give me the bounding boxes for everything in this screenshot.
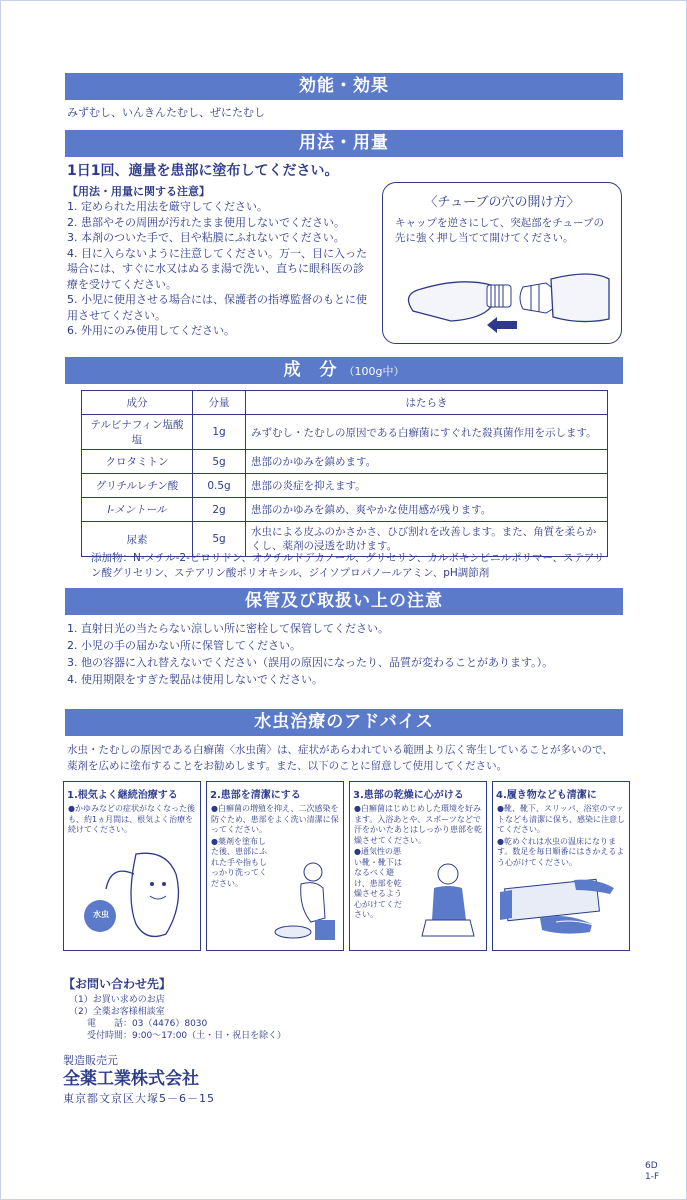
- advice-panel-1: [63, 781, 201, 951]
- additives-text: 添加物：N-メチル-2-ピロリドン、オクチルドデカノール、グリセリン、カルボキシビニルポリマー、ステアリン酸グリセリン、ステアリン酸ポリオキシル、ジイソプロパノールアミン、pH調節剤: [91, 552, 605, 579]
- storage-list: [67, 620, 623, 688]
- ingredient-amount: 5g: [193, 522, 246, 557]
- ingredient-effect: 患部のかゆみを鎮めます。: [246, 450, 608, 474]
- ingredient-effect: みずむし・たむしの原因である白癬菌にすぐれた殺真菌作用を示します。: [246, 415, 608, 450]
- table-row: [82, 498, 608, 522]
- usage-note: 3. 本剤のついた手で、目や粘膜にふれないでください。: [67, 231, 345, 244]
- panel-item: ●白癬菌の増殖を抑え、二次感染を防ぐため、患部をよく洗い清潔に保ってください。: [211, 804, 339, 834]
- washing-feet-illustration-icon: [271, 858, 341, 948]
- storage-heading: 保管及び取扱い上の注意: [65, 588, 623, 615]
- table-header: 分量: [193, 391, 246, 415]
- table-header: はたらき: [246, 391, 608, 415]
- panel-title: 3.患部の乾燥に心がける: [353, 790, 464, 801]
- ingredient-amount: 5g: [193, 450, 246, 474]
- advice-panel-2: [206, 781, 344, 951]
- advice-heading: 水虫治療のアドバイス: [65, 709, 623, 736]
- usage-notes-list: [67, 199, 373, 339]
- ingredients-table: [81, 390, 608, 557]
- ingredient-amount: 2g: [193, 498, 246, 522]
- usage-note: 2. 患部やその周囲が汚れたまま使用しないでください。: [67, 215, 345, 229]
- print-code-line: 1-F: [645, 1172, 660, 1182]
- usage-notes-title: 【用法・用量に関する注意】: [67, 185, 210, 198]
- table-row: [82, 450, 608, 474]
- panel-title: 4.履き物なども清潔に: [496, 790, 597, 801]
- table-row: [82, 474, 608, 498]
- print-code: [645, 1161, 659, 1183]
- efficacy-heading: 効能・効果: [65, 73, 623, 100]
- table-header: 成分: [82, 391, 193, 415]
- panel-item: ●白癬菌はじめじめした環境を好みます。入浴あとや、スポーツなどで汗をかいたあとはしっかり患部を乾燥させてください。: [354, 804, 482, 845]
- panel-title: 1.根気よく継続治療する: [67, 790, 178, 801]
- table-row: [82, 415, 608, 450]
- ingredient-name: 尿素: [82, 522, 193, 557]
- contact-line: 受付時間：9:00～17:00（土・日・祝日を除く）: [69, 1031, 287, 1041]
- tube-text: キャップを逆さにして、突起部をチューブの先に強く押し当てて開けてください。: [395, 217, 604, 244]
- ingredient-name: グリチルレチン酸: [82, 474, 193, 498]
- foot-illustration-icon: [66, 844, 196, 944]
- shoes-illustration-icon: [496, 878, 626, 948]
- advice-panel-4: [492, 781, 630, 951]
- advice-panel-3: [349, 781, 487, 951]
- ingredient-amount: 0.5g: [193, 474, 246, 498]
- ingredient-name: テルビナフィン塩酸塩: [82, 415, 193, 450]
- usage-note: 6. 外用にのみ使用してください。: [67, 324, 235, 337]
- ingredient-effect: 患部の炎症を抑えます。: [246, 474, 608, 498]
- tube-illustration-icon: [391, 259, 611, 339]
- usage-main: 1日1回、適量を患部に塗布してください。: [67, 163, 339, 179]
- advice-intro: 水虫・たむしの原因である白癬菌〈水虫菌〉は、症状があらわれている範囲より広く寄生していることが多いので、薬剤を広めに塗布することをお勧めします。また、以下のことに留意して使用してください。: [67, 744, 613, 772]
- maker-label: 製造販売元: [63, 1054, 118, 1067]
- storage-item: 2. 小児の手の届かない所に保管してください。: [67, 639, 301, 652]
- storage-item: 4. 使用期限をすぎた製品は使用しないでください。: [67, 673, 323, 686]
- storage-item: 3. 他の容器に入れ替えないでください（誤用の原因になったり、品質が変わることがあります。）。: [67, 656, 554, 669]
- usage-note: 1. 定められた用法を厳守してください。: [67, 200, 268, 213]
- maker-address: 東京都文京区大塚5－6－15: [63, 1092, 215, 1105]
- ingredients-sub: （100g中）: [343, 365, 405, 378]
- contact-title: 【お問い合わせ先】: [63, 977, 172, 991]
- ingredient-name: クロタミトン: [82, 450, 193, 474]
- panel-item: ●靴、靴下、スリッパ、浴室のマットなども清潔に保ち、感染に注意してください。: [497, 804, 625, 834]
- efficacy-text: みずむし、いんきんたむし、ぜにたむし: [67, 106, 265, 119]
- panel-item: ●薬剤を塗布した後、患部にふれた手や指もしっかり洗ってください。: [211, 836, 267, 888]
- ingredient-name: l-メントール: [82, 498, 193, 522]
- contact-line: （2）全薬お客様相談室: [69, 1007, 165, 1017]
- usage-note: 5. 小児に使用させる場合には、保護者の指導監督のもとに使用させてください。: [67, 293, 367, 322]
- contact-lines: [69, 994, 286, 1042]
- contact-line: （1）お買い求めのお店: [69, 995, 165, 1005]
- germ-badge-label: 水虫: [93, 910, 109, 919]
- ingredients-title: 成 分: [283, 360, 338, 380]
- tube-opening-box: [382, 182, 622, 344]
- panel-title: 2.患部を清潔にする: [210, 790, 301, 801]
- storage-item: 1. 直射日光の当たらない涼しい所に密栓して保管してください。: [67, 622, 389, 635]
- panel-item: ●通気性の悪い靴・靴下はなるべく避け、患部を乾燥させるよう心がけてください。: [354, 847, 402, 919]
- usage-note: 4. 目に入らないように注意してください。万一、目に入った場合には、すぐに水又はぬるま湯で洗い、直ちに眼科医の診療を受けてください。: [67, 246, 367, 291]
- tube-title: 〈チューブの穴の開け方〉: [424, 195, 580, 210]
- ingredient-amount: 1g: [193, 415, 246, 450]
- ingredient-effect: 患部のかゆみを鎮め、爽やかな使用感が残ります。: [246, 498, 608, 522]
- table-header-row: [82, 391, 608, 415]
- ingredients-heading: [65, 357, 623, 384]
- usage-heading: 用法・用量: [65, 130, 623, 157]
- contact-line: 電 話：03（4476）8030: [69, 1019, 208, 1029]
- print-code-line: 6D: [645, 1161, 658, 1171]
- ingredient-effect: 水虫による皮ふのかさかさ、ひび割れを改善します。また、角質を柔らかくし、薬剤の浸透を助けます。: [246, 522, 608, 557]
- panel-item: ●かゆみなどの症状がなくなった後も、約1ヵ月間は、根気よく治療を続けてください。: [68, 804, 195, 834]
- panel-item: ●乾めぐれは水虫の温床になります。数足を毎日順番にはきかえるよう心がけてください。: [497, 836, 625, 867]
- drying-feet-illustration-icon: [404, 858, 484, 948]
- maker-name: 全薬工業株式会社: [63, 1069, 199, 1089]
